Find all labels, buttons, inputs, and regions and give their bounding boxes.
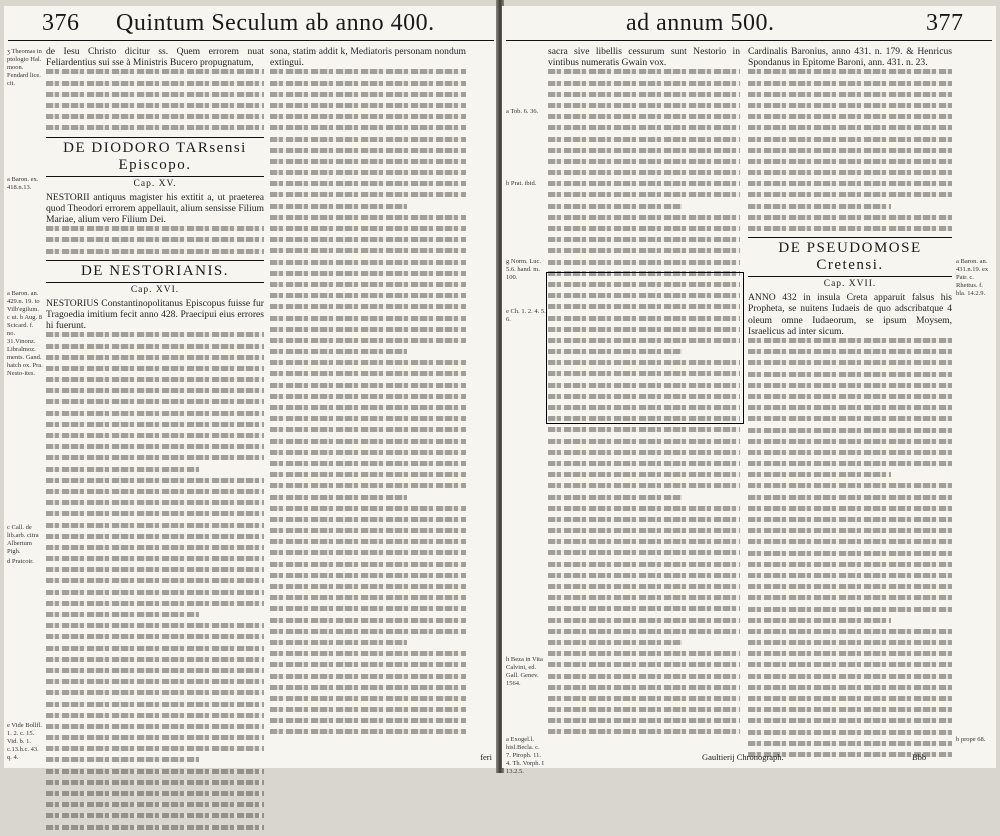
right-page (502, 6, 996, 775)
text-line (748, 640, 952, 645)
margin-note: b Prat. ibid. (506, 180, 537, 187)
text-line (270, 606, 466, 611)
text-line (548, 674, 740, 679)
margin-note: h Beza in Vita Calvini, ed. Gall. Genev. 1564. (506, 656, 543, 687)
text-line (748, 629, 952, 634)
marked-passage (546, 272, 744, 424)
text-line (548, 651, 740, 656)
text-line (46, 523, 264, 528)
text-line (46, 746, 264, 751)
margin-note: d Pratcoir. (7, 558, 34, 565)
text-line (748, 483, 952, 488)
margin-note: ʒ Theomas in ptologio Hal. moon. Fendard lice. cit. (7, 48, 42, 87)
text-line (748, 450, 952, 455)
text-line (548, 439, 740, 444)
text-line (548, 685, 740, 690)
text-lines (46, 226, 264, 253)
text-line (548, 81, 740, 86)
text-line (46, 601, 264, 606)
text-line (46, 567, 264, 572)
text-line (46, 500, 264, 505)
text-line (270, 81, 466, 86)
text-line (548, 595, 740, 600)
text-line (270, 349, 407, 354)
right-page-number: 377 (926, 10, 964, 36)
text-line (548, 539, 740, 544)
text-line (548, 148, 740, 153)
text-line (46, 467, 199, 472)
text-line (46, 411, 264, 416)
text-line (748, 461, 952, 466)
text-line (46, 612, 199, 617)
text-line (46, 713, 264, 718)
text-line (46, 578, 264, 583)
body-text: ANNO 432 in insula Creta apparuit falsus his Propheta, se nuitens Iudaeis de quo adscribatque 4 oleum omne Iudaeorum, se ipsum Moysem, Israelicus ad inter sicum. (748, 292, 952, 337)
text-line (46, 679, 264, 684)
text-line (748, 718, 952, 723)
text-line (748, 506, 952, 511)
text-line (548, 640, 682, 645)
body-text: NESTORII antiquus magister his extitit a, ut praeterea quod Theodori errorem appellauit, alium sensisse Filium Mariae, alium vero Filium Dei. (46, 191, 264, 225)
text-line (270, 562, 466, 567)
text-line (270, 114, 466, 119)
left-running-title: Quintum Seculum ab anno 400. (116, 10, 435, 36)
text-line (548, 550, 740, 555)
text-line (270, 316, 466, 321)
left-page-number: 376 (42, 10, 80, 36)
text-line (46, 92, 264, 97)
text-line (748, 137, 952, 142)
text-line (748, 360, 952, 365)
margin-note: g Norm. Luc. 5.6. hand. m. 100. (506, 258, 542, 281)
text-line (548, 562, 740, 567)
text-line (748, 551, 952, 556)
body-text: NESTORIUS Constantinopolitanus Episcopus fuisse fur Tragoedia imitium fecit anno 428. Praecipui eius errores hi fuerunt. (46, 297, 264, 332)
text-line (270, 360, 466, 365)
text-line (548, 606, 740, 611)
text-line (548, 573, 740, 578)
text-line (46, 769, 264, 774)
text-line (270, 472, 466, 477)
text-line (548, 495, 682, 500)
text-line (548, 461, 740, 466)
text-line (46, 590, 264, 595)
text-line (748, 562, 952, 567)
text-line (748, 730, 952, 735)
text-lines (46, 332, 264, 829)
margin-note: b prope 68. (956, 736, 986, 743)
text-line (748, 103, 952, 108)
text-line (46, 780, 264, 785)
text-line (46, 825, 264, 830)
text-line (270, 159, 466, 164)
text-line (748, 539, 952, 544)
text-line (548, 237, 740, 242)
text-line (270, 69, 466, 74)
text-line (548, 181, 740, 186)
text-line (46, 545, 264, 550)
text-line (748, 618, 891, 623)
margin-note: a Baron. an. 429.n. 19. to Vilb'egilum. c ut. b Aug. 8 Scicard. f. no. 31.Vinonz. Libralmoz. ments. Gand. hatch ox. Pra. Nesto-ites. (7, 290, 43, 377)
text-line (46, 534, 264, 539)
text-line (270, 618, 466, 623)
text-line (270, 573, 466, 578)
text-line (270, 248, 466, 253)
text-line (548, 584, 740, 589)
text-line (46, 489, 264, 494)
left-column-2 (270, 46, 466, 740)
section-heading (46, 260, 264, 283)
text-line (46, 813, 264, 818)
text-line (748, 685, 952, 690)
text-line (548, 69, 740, 74)
text-line (46, 668, 264, 673)
text-line (46, 125, 264, 130)
text-line (748, 472, 891, 477)
text-line (46, 226, 264, 231)
text-line (270, 651, 466, 656)
text-line (748, 204, 891, 209)
text-line (548, 215, 740, 220)
text-line (270, 327, 466, 332)
right-outer-margin (956, 46, 994, 743)
text-line (748, 674, 952, 679)
left-inner-margin (469, 46, 497, 728)
text-line (748, 192, 952, 197)
text-line (548, 137, 740, 142)
text-line (270, 405, 466, 410)
text-line (270, 137, 466, 142)
text-line (270, 170, 466, 175)
text-line (270, 181, 466, 186)
text-line (46, 690, 264, 695)
text-line (46, 433, 264, 438)
text-line (748, 81, 952, 86)
text-line (46, 444, 264, 449)
left-page-header (8, 10, 494, 41)
text-line (46, 103, 264, 108)
text-line (748, 439, 952, 444)
chapter-label: Cap. XVII. (823, 279, 877, 290)
text-line (748, 69, 952, 74)
text-line (270, 92, 466, 97)
text-line (46, 377, 264, 382)
text-line (270, 506, 466, 511)
text-line (270, 595, 466, 600)
text-line (270, 394, 466, 399)
text-line (270, 729, 466, 734)
text-line (270, 271, 466, 276)
text-line (270, 383, 466, 388)
text-line (748, 495, 952, 500)
text-line (46, 735, 264, 740)
text-line (748, 416, 952, 421)
text-line (270, 450, 466, 455)
text-line (548, 248, 740, 253)
text-lines (748, 338, 952, 757)
margin-note: a Tob. 6. 36. (506, 108, 539, 115)
left-page (4, 6, 498, 768)
text-line (748, 92, 952, 97)
text-line (270, 550, 466, 555)
text-line (46, 634, 264, 639)
text-line (270, 260, 466, 265)
text-line (46, 478, 264, 483)
text-line (548, 506, 740, 511)
text-line (548, 427, 740, 432)
text-line (46, 646, 264, 651)
body-text: Cardinalis Baronius, anno 431. n. 179. & Henricus Spondanus in Epitome Baroni, ann. 431. n. 23. (748, 46, 952, 69)
margin-note: a Exogel.l. hisl.Becla. c. 7. Piroph. 11. 4. Th. Vorph. I 13.2.5. (506, 736, 544, 775)
text-line (548, 483, 740, 488)
text-line (748, 383, 952, 388)
text-line (46, 388, 264, 393)
right-margin-notes (506, 46, 546, 775)
text-line (270, 204, 407, 209)
text-line (548, 517, 740, 522)
text-line (270, 685, 466, 690)
text-line (270, 707, 466, 712)
text-line (270, 584, 466, 589)
text-line (270, 282, 466, 287)
left-margin-notes (7, 46, 43, 761)
text-line (748, 573, 952, 578)
margin-note: c Call. de lib.arb. citra Albertum Pigh. (7, 524, 39, 555)
chapter-label: Cap. XVI. (130, 284, 180, 295)
text-line (270, 439, 466, 444)
signature-mark: Bbb (912, 752, 927, 762)
text-line (548, 629, 740, 634)
text-line (270, 237, 466, 242)
text-line (270, 718, 466, 723)
section-title: DE PSEUDOMOSE Cretensi. (778, 240, 922, 274)
text-line (46, 791, 264, 796)
text-line (748, 349, 952, 354)
text-line (270, 517, 466, 522)
right-page-header (506, 10, 992, 41)
text-line (548, 125, 740, 130)
text-line (748, 607, 952, 612)
text-line (46, 724, 264, 729)
text-line (270, 528, 466, 533)
text-line (748, 372, 952, 377)
text-line (270, 304, 466, 309)
text-line (748, 707, 952, 712)
text-line (548, 718, 740, 723)
text-line (748, 651, 952, 656)
text-line (748, 517, 952, 522)
text-line (270, 371, 466, 376)
text-line (46, 81, 264, 86)
text-line (748, 584, 952, 589)
text-line (548, 103, 740, 108)
chapter-label: Cap. XV. (133, 178, 177, 189)
margin-note: a Baron. an. 431.n.19. ex Patr. c. Rhettus. f. bla. 14.2.9. (956, 258, 989, 297)
text-line (46, 355, 264, 360)
text-line (748, 159, 952, 164)
margin-note: e Ch. 1. 2. 4. 5. 6. (506, 308, 546, 323)
text-line (270, 416, 466, 421)
text-line (748, 125, 952, 130)
text-line (270, 103, 466, 108)
text-line (748, 148, 952, 153)
text-line (46, 702, 264, 707)
section-title: DE NESTORIANIS. (80, 262, 230, 279)
text-line (270, 215, 466, 220)
text-line (270, 148, 466, 153)
text-line (270, 483, 466, 488)
text-line (748, 114, 952, 119)
text-line (548, 472, 740, 477)
text-line (748, 662, 952, 667)
text-line (748, 428, 952, 433)
text-line (270, 696, 466, 701)
body-text: sona, statim addit k, Mediatoris personam nondum extingui. (270, 46, 466, 69)
text-line (270, 674, 466, 679)
text-line (46, 623, 264, 628)
text-line (748, 741, 952, 746)
text-line (270, 226, 466, 231)
text-line (46, 757, 199, 762)
text-line (270, 293, 466, 298)
text-lines (748, 69, 952, 231)
text-line (270, 539, 466, 544)
text-line (748, 170, 952, 175)
text-line (46, 366, 264, 371)
text-line (748, 226, 952, 231)
page-footer: Gaultierij Chronograph. (702, 752, 784, 762)
text-line (270, 192, 466, 197)
text-line (46, 399, 264, 404)
right-column-2 (748, 46, 952, 740)
text-lines (270, 69, 466, 734)
text-line (548, 92, 740, 97)
text-line (46, 114, 264, 119)
text-line (548, 226, 740, 231)
text-line (548, 159, 740, 164)
text-line (548, 707, 740, 712)
text-line (548, 618, 740, 623)
text-line (46, 556, 264, 561)
text-line (270, 662, 466, 667)
text-line (270, 629, 466, 634)
catchword: feri (480, 752, 492, 762)
right-running-title: ad annum 500. (626, 10, 775, 36)
text-line (548, 260, 740, 265)
text-line (46, 455, 264, 460)
text-line (748, 215, 952, 220)
text-line (270, 338, 466, 343)
text-line (748, 696, 952, 701)
text-line (46, 657, 264, 662)
text-line (748, 394, 952, 399)
text-line (270, 461, 466, 466)
margin-note: a Baron. ex. 418.n.13. (7, 176, 39, 191)
text-line (748, 595, 952, 600)
text-lines (46, 69, 264, 130)
text-line (548, 170, 740, 175)
text-line (46, 422, 264, 427)
text-line (46, 69, 264, 74)
text-line (46, 344, 264, 349)
text-line (46, 511, 264, 516)
text-line (270, 640, 407, 645)
text-line (548, 528, 740, 533)
text-line (548, 662, 740, 667)
section-heading (46, 137, 264, 177)
text-line (748, 338, 952, 343)
section-heading (748, 237, 952, 277)
text-line (548, 192, 740, 197)
text-line (748, 181, 952, 186)
section-title: DE DIODORO TARsensi Episcopo. (63, 139, 247, 173)
text-line (270, 125, 466, 130)
body-text: sacra sive libellis cessurum sunt Nestorio in vintibus numeratis Gwain vox. (548, 46, 740, 69)
text-line (270, 495, 407, 500)
text-line (748, 405, 952, 410)
margin-note: e Vide Bollfl. 1. 2. c. 15. Vid. b. 1. c.13.h.c. 43. q. 4. (7, 722, 43, 761)
text-line (270, 427, 466, 432)
text-line (46, 249, 264, 254)
text-line (548, 729, 740, 734)
text-line (46, 237, 264, 242)
text-line (46, 332, 264, 337)
text-line (548, 450, 740, 455)
body-text: de Iesu Christo dicitur ss. Quem errorem nuat Feliardentius sui sse à Ministris Bucero propugnatum, (46, 46, 264, 69)
text-line (548, 114, 740, 119)
text-line (748, 528, 952, 533)
text-line (46, 802, 264, 807)
text-line (548, 204, 682, 209)
left-column-1 (46, 46, 264, 740)
text-line (548, 696, 740, 701)
